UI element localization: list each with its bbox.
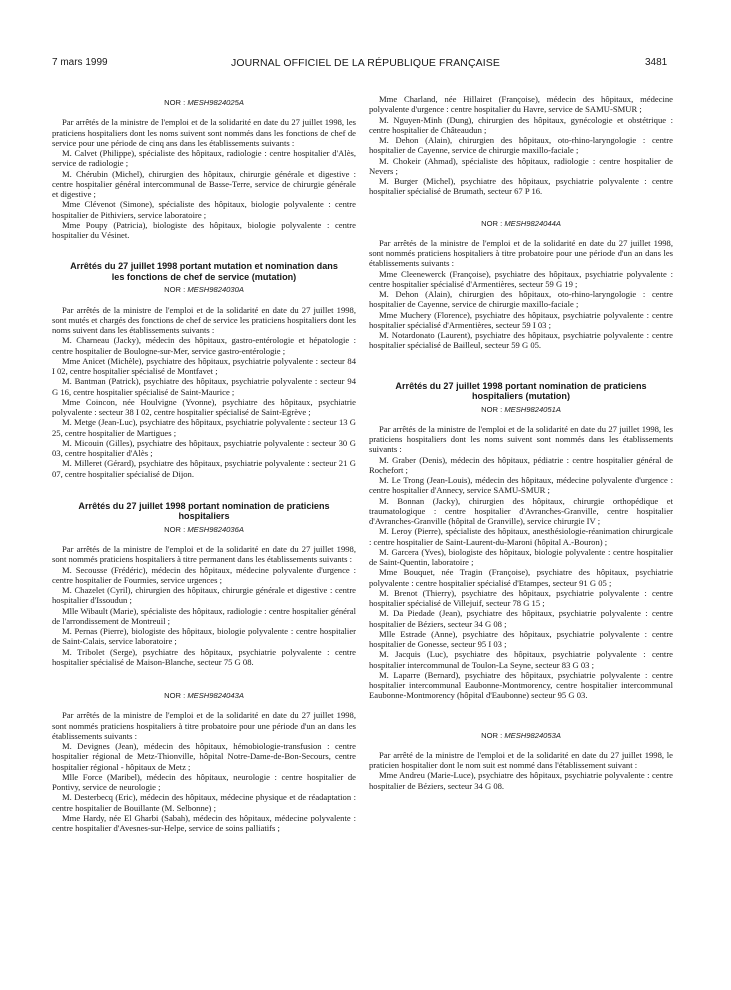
paragraph: Mme Poupy (Patricia), biologiste des hôpitaux, biologie polyvalente : centre hospitalier du Vésinet. bbox=[52, 219, 356, 240]
paragraph: M. Metge (Jean-Luc), psychiatre des hôpitaux, psychiatrie polyvalente : secteur 13 G 25, centre hospitalier de Martigues ; bbox=[52, 417, 356, 438]
paragraph: M. Laparre (Bernard), psychiatre des hôpitaux, psychiatrie polyvalente : centre hospitalier intercommunal Eaubonne-Montmorency, centre hospitalier intercommunal Eaubonne-Montmorency (hôpital d'Eaubonne) secteur 95 G 03. bbox=[369, 669, 673, 701]
paragraph: Mme Muchery (Florence), psychiatre des hôpitaux, psychiatrie polyvalente : centre hospitalier spécialisé d'Armentières, secteur 59 I 03 ; bbox=[369, 309, 673, 330]
paragraph: M. Chérubin (Michel), chirurgien des hôpitaux, chirurgie générale et digestive : centre hospitalier général intercommunal de Basse-Terre, service de chirurgie générale et digestive ; bbox=[52, 168, 356, 199]
paragraph: M. Nguyen-Minh (Dung), chirurgien des hôpitaux, gynécologie et obstétrique : centre hospitalier de Châteaudun ; bbox=[369, 114, 673, 135]
paragraph: M. Le Trong (Jean-Louis), médecin des hôpitaux, médecine polyvalente d'urgence : centre hospitalier d'Annecy, service SAMU-SMUR ; bbox=[369, 475, 673, 496]
section-title: Arrêtés du 27 juillet 1998 portant mutation et nomination dans les fonctions de chef de service (mutation) bbox=[70, 261, 338, 282]
paragraph: M. Bonnan (Jacky), chirurgien des hôpitaux, chirurgie orthopédique et traumatologique : centre hospitalier d'Avranches-Granville, centre hospitalier d'Avranches-Granville (hôpital de Granville), service chirurgie IV ; bbox=[369, 495, 673, 526]
nor-prefix: NOR : bbox=[481, 218, 503, 228]
paragraph: M. Dehon (Alain), chirurgien des hôpitaux, oto-rhino-laryngologie : centre hospitalier de Cayenne, service de chirurgie maxillo-faciale ; bbox=[369, 135, 673, 156]
nor-code: MESH9824030A bbox=[187, 285, 244, 295]
paragraph: M. Charneau (Jacky), médecin des hôpitaux, gastro-entérologie et hépatologie : centre hospitalier de Boulogne-sur-Mer, service gastro-entérologie ; bbox=[52, 335, 356, 356]
nor-prefix: NOR : bbox=[164, 98, 186, 107]
paragraph: M. Milleret (Gérard), psychiatre des hôpitaux, psychiatrie polyvalente : secteur 21 G 07, centre hospitalier spécialisé de Dijon. bbox=[52, 458, 356, 479]
nor-code: MESH9824051A bbox=[504, 404, 561, 414]
paragraph: M. Da Piedade (Jean), psychiatre des hôpitaux, psychiatrie polyvalente : centre hospitalier de Béziers, secteur 34 G 08 ; bbox=[369, 608, 673, 629]
nor-prefix: NOR : bbox=[481, 730, 503, 740]
paragraph: M. Chazelet (Cyril), chirurgien des hôpitaux, chirurgie générale et digestive : centre hospitalier d'Issoudun ; bbox=[52, 585, 356, 606]
paragraph: M. Notardonato (Laurent), psychiatre des hôpitaux, psychiatrie polyvalente : centre hospitalier spécialisé de Bailleul, secteur 59 G 05. bbox=[369, 330, 673, 351]
paragraph: Mme Andreu (Marie-Luce), psychiatre des hôpitaux, psychiatrie polyvalente : centre hospitalier de Béziers, secteur 34 G 08. bbox=[369, 770, 673, 791]
nor-reference bbox=[369, 219, 673, 229]
nor-code: MESH9824043A bbox=[187, 691, 244, 700]
nor-code: MESH9824044A bbox=[504, 218, 561, 228]
section-title: Arrêtés du 27 juillet 1998 portant nomination de praticiens hospitaliers bbox=[78, 500, 330, 522]
page-header bbox=[0, 0, 731, 70]
nor-prefix: NOR : bbox=[164, 691, 186, 700]
section-mesh9824025a bbox=[52, 98, 356, 240]
left-column bbox=[52, 98, 356, 833]
paragraph: Mlle Estrade (Anne), psychiatre des hôpitaux, psychiatrie polyvalente : centre hospitalier de Gonesse, secteur 95 I 03 ; bbox=[369, 628, 673, 649]
nor-prefix: NOR : bbox=[481, 404, 503, 414]
section-mesh9824030a bbox=[52, 261, 356, 479]
paragraph: Mme Charland, née Hillairet (Françoise), médecin des hôpitaux, médecine polyvalente d'urgence : centre hospitalier du Havre, service de SAMU-SMUR ; bbox=[369, 94, 673, 115]
paragraph: Par arrêtés de la ministre de l'emploi et de la solidarité en date du 27 juillet 1998, sont nommés praticiens hospitaliers à titre probatoire pour une période d'un an dans les établissements suivants : bbox=[52, 710, 356, 741]
paragraph: M. Jacquis (Luc), psychiatre des hôpitaux, psychiatrie polyvalente : centre hospitalier intercommunal de Toulon-La Seyne, secteur 83 G 03 ; bbox=[369, 649, 673, 670]
paragraph: Mme Cleenewerck (Françoise), psychiatre des hôpitaux, psychiatrie polyvalente : centre hospitalier spécialisé d'Armentières, secteur 59 G 19 ; bbox=[369, 268, 673, 289]
paragraph: Mme Coincon, née Houlvigne (Yvonne), psychiatre des hôpitaux, psychiatrie polyvalente : secteur 38 I 02, centre hospitalier spécialisé de Saint-Egrève ; bbox=[52, 396, 356, 417]
paragraph: M. Bantman (Patrick), psychiatre des hôpitaux, psychiatrie polyvalente : secteur 94 G 16, centre hospitalier spécialisé de Saint-Maurice ; bbox=[52, 376, 356, 397]
paragraph: M. Leroy (Pierre), spécialiste des hôpitaux, anesthésiologie-réanimation chirurgicale : centre hospitalier de Saint-Laurent-du-Maroni (hôpital A.-Bouron) ; bbox=[369, 526, 673, 547]
section-mesh9824044a bbox=[369, 219, 673, 351]
nor-reference bbox=[52, 691, 356, 701]
paragraph: M. Devignes (Jean), médecin des hôpitaux, hémobiologie-transfusion : centre hospitalier régional de Metz-Thionville, hôpital Notre-Dame-de-Bon-Secours, centre hospitalier régional - hôpitaux de Metz ; bbox=[52, 741, 356, 772]
paragraph: M. Graber (Denis), médecin des hôpitaux, pédiatrie : centre hospitalier général de Rochefort ; bbox=[369, 454, 673, 475]
nor-prefix: NOR : bbox=[164, 524, 186, 534]
paragraph: M. Tribolet (Serge), psychiatre des hôpitaux, psychiatrie polyvalente : centre hospitalier spécialisé de Maison-Blanche, secteur 75 G 08. bbox=[52, 646, 356, 667]
paragraph: Par arrêtés de la ministre de l'emploi et de la solidarité en date du 27 juillet 1998, sont mutés et chargés des fonctions de chef de service les praticiens hospitaliers dont les noms suivent dans les établissements suivants : bbox=[52, 304, 356, 335]
nor-code: MESH9824025A bbox=[187, 98, 244, 107]
nor-reference bbox=[52, 525, 356, 535]
nor-reference bbox=[369, 405, 673, 415]
paragraph: Par arrêtés de la ministre de l'emploi et de la solidarité en date du 27 juillet 1998, sont nommés praticiens hospitaliers à titre permanent dans les établissements suivants : bbox=[52, 544, 356, 565]
journal-title: JOURNAL OFFICIEL DE LA RÉPUBLIQUE FRANÇAISE bbox=[231, 57, 500, 69]
section-mesh9824036a bbox=[52, 501, 356, 667]
nor-code: MESH9824036A bbox=[187, 524, 244, 534]
nor-prefix: NOR : bbox=[164, 285, 186, 295]
right-column bbox=[369, 94, 673, 791]
paragraph: M. Dehon (Alain), chirurgien des hôpitaux, oto-rhino-laryngologie : centre hospitalier de Cayenne, service de chirurgie maxillo-faciale ; bbox=[369, 289, 673, 310]
paragraph: Mlle Wibault (Marie), spécialiste des hôpitaux, radiologie : centre hospitalier général de l'arrondissement de Montreuil ; bbox=[52, 605, 356, 626]
paragraph: M. Brenot (Thierry), psychiatre des hôpitaux, psychiatrie polyvalente : centre hospitalier spécialisé de Villejuif, secteur 78 G 15 ; bbox=[369, 587, 673, 608]
section-mesh9824043a-continued bbox=[369, 94, 673, 197]
nor-reference bbox=[52, 285, 356, 295]
section-mesh9824053a bbox=[369, 731, 673, 791]
paragraph: Mme Clévenot (Simone), spécialiste des hôpitaux, biologie polyvalente : centre hospitalier de Pithiviers, service laboratoire ; bbox=[52, 199, 356, 220]
page-number: 3481 bbox=[645, 57, 668, 68]
paragraph: M. Calvet (Philippe), spécialiste des hôpitaux, radiologie : centre hospitalier d'Alès, service de radiologie ; bbox=[52, 148, 356, 169]
paragraph: M. Burger (Michel), psychiatre des hôpitaux, psychiatrie polyvalente : centre hospitalier spécialisé de Brumath, secteur 67 P 16. bbox=[369, 176, 673, 197]
section-title: Arrêtés du 27 juillet 1998 portant nomination de praticiens hospitaliers (mutation) bbox=[395, 380, 647, 401]
paragraph: Par arrêtés de la ministre de l'emploi et de la solidarité en date du 27 juillet 1998, sont nommés praticiens hospitaliers à titre probatoire pour une période d'un an dans les établissements suivants : bbox=[369, 237, 673, 269]
paragraph: Par arrêtés de la ministre de l'emploi et de la solidarité en date du 27 juillet 1998, les praticiens hospitaliers dont les noms suivent sont nommés dans les établissements suivants : bbox=[369, 423, 673, 455]
nor-code: MESH9824053A bbox=[504, 730, 561, 740]
paragraph: M. Garcera (Yves), biologiste des hôpitaux, biologie polyvalente : centre hospitalier de Saint-Quentin, laboratoire ; bbox=[369, 546, 673, 567]
paragraph: M. Pernas (Pierre), biologiste des hôpitaux, biologie polyvalente : centre hospitalier de Saint-Calais, service laboratoire ; bbox=[52, 626, 356, 647]
nor-reference bbox=[52, 98, 356, 108]
paragraph: Mlle Force (Maribel), médecin des hôpitaux, neurologie : centre hospitalier de Pontivy, service de neurologie ; bbox=[52, 771, 356, 792]
section-mesh9824043a bbox=[52, 691, 356, 833]
paragraph: Mme Bouquet, née Tragin (Françoise), psychiatre des hôpitaux, psychiatrie polyvalente : centre hospitalier spécialisé d'Etampes, secteur 91 G 05 ; bbox=[369, 567, 673, 588]
paragraph: M. Chokeir (Ahmad), spécialiste des hôpitaux, radiologie : centre hospitalier de Nevers ; bbox=[369, 155, 673, 176]
header-date: 7 mars 1999 bbox=[52, 57, 108, 68]
section-mesh9824051a bbox=[369, 381, 673, 701]
paragraph: Par arrêtés de la ministre de l'emploi et de la solidarité en date du 27 juillet 1998, les praticiens hospitaliers dont les noms suivent sont nommés dans les fonctions de chef de service pour une période de cinq ans dans les établissements suivants : bbox=[52, 117, 356, 148]
paragraph: Par arrêté de la ministre de l'emploi et de la solidarité en date du 27 juillet 1998, le praticien hospitalier dont le nom suit est nommé dans l'établissement suivant : bbox=[369, 749, 673, 770]
paragraph: M. Desterbecq (Eric), médecin des hôpitaux, médecine physique et de réadaptation : centre hospitalier de Bouillante (M. Selbonne) ; bbox=[52, 792, 356, 813]
nor-reference bbox=[369, 731, 673, 741]
paragraph: Mme Anicet (Michèle), psychiatre des hôpitaux, psychiatrie polyvalente : secteur 84 I 02, centre hospitalier spécialisé de Montfavet ; bbox=[52, 355, 356, 376]
paragraph: M. Secousse (Frédéric), médecin des hôpitaux, médecine polyvalente d'urgence : centre hospitalier de Fourmies, service urgences ; bbox=[52, 564, 356, 585]
paragraph: Mme Hardy, née El Gharbi (Sabah), médecin des hôpitaux, médecine polyvalente : centre hospitalier d'Avesnes-sur-Helpe, service de soins palliatifs ; bbox=[52, 812, 356, 833]
paragraph: M. Micouin (Gilles), psychiatre des hôpitaux, psychiatrie polyvalente : secteur 30 G 03, centre hospitalier d'Alès ; bbox=[52, 437, 356, 458]
